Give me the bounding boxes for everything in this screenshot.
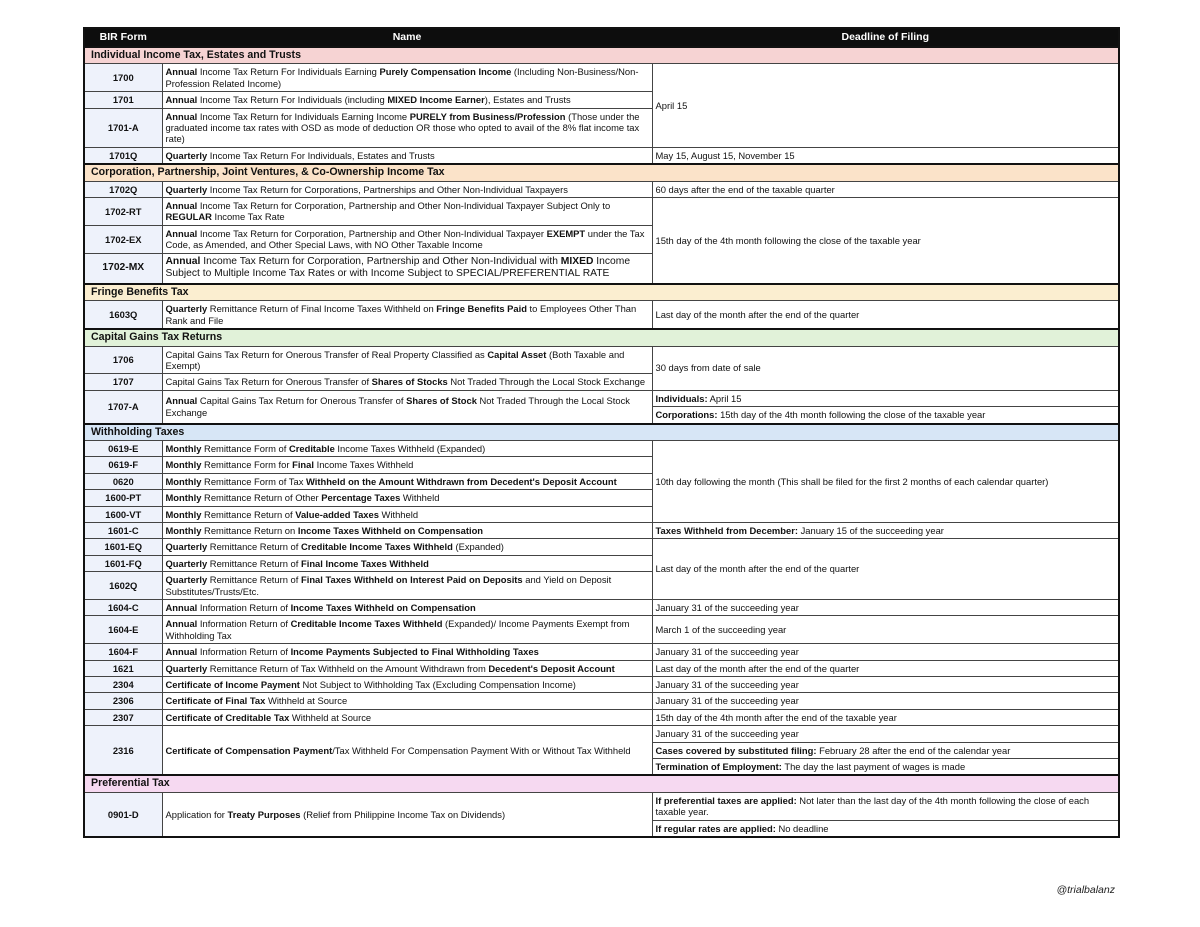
form-name bbox=[162, 522, 652, 538]
text: Income Tax Return for Corporations, Partnerships and Other Non-Individual Taxpayers bbox=[207, 183, 568, 195]
text: Income Tax Return For Individuals Earning bbox=[197, 66, 380, 78]
bold-text: REGULAR bbox=[165, 211, 212, 223]
text: Last day of the month after the end of the quarter bbox=[655, 662, 860, 674]
text: Income Tax Return for Corporation, Partnership and Other Non-Individual with bbox=[200, 255, 561, 267]
deadline bbox=[652, 742, 1119, 758]
header-name: Name bbox=[162, 28, 652, 47]
form-name bbox=[162, 147, 652, 164]
table-row bbox=[84, 726, 1119, 742]
bold-text: Cases covered by substituted filing: bbox=[655, 744, 817, 756]
form-code: 1604-C bbox=[84, 600, 162, 616]
text: Withheld bbox=[378, 508, 419, 520]
text: Not later than the last day of the 4th month following the close of each taxable year. bbox=[655, 794, 1090, 818]
form-code: 1701-A bbox=[84, 108, 162, 147]
form-name bbox=[162, 616, 652, 644]
section-title: Individual Income Tax, Estates and Trusts bbox=[84, 47, 1119, 64]
table-row bbox=[84, 539, 1119, 555]
text: to Employees Other Than Rank and File bbox=[165, 303, 637, 326]
bold-text: Certificate of Final Tax bbox=[165, 695, 266, 707]
text: (Expanded)/ Income Payments Exempt from Withholding Tax bbox=[165, 618, 630, 641]
text: Not Traded Through the Local Stock Exchange bbox=[447, 376, 646, 388]
table-row bbox=[84, 390, 1119, 406]
table-row bbox=[84, 660, 1119, 676]
bold-text: Creditable Income Taxes Withheld bbox=[290, 618, 443, 630]
form-code: 1702Q bbox=[84, 181, 162, 197]
form-code: 2307 bbox=[84, 709, 162, 725]
form-code: 1601-C bbox=[84, 522, 162, 538]
text: Remittance Return of bbox=[201, 508, 296, 520]
text: March 1 of the succeeding year bbox=[655, 624, 787, 636]
form-code: 1604-F bbox=[84, 644, 162, 660]
table-row bbox=[84, 440, 1119, 456]
deadline bbox=[652, 390, 1119, 406]
form-code: 1602Q bbox=[84, 572, 162, 600]
form-name bbox=[162, 473, 652, 489]
section-header-row bbox=[84, 47, 1119, 64]
form-code: 1604-E bbox=[84, 616, 162, 644]
form-code: 1707 bbox=[84, 374, 162, 390]
text: Withheld at Source bbox=[265, 695, 348, 707]
form-code: 0619-E bbox=[84, 440, 162, 456]
form-code: 1600-VT bbox=[84, 506, 162, 522]
form-code: 2306 bbox=[84, 693, 162, 709]
form-name bbox=[162, 92, 652, 108]
text: Remittance Return of Final Income Taxes Withheld on bbox=[207, 303, 437, 315]
text: Remittance Return on bbox=[201, 524, 298, 536]
form-code: 1600-PT bbox=[84, 490, 162, 506]
bold-text: Annual bbox=[165, 227, 198, 239]
deadline bbox=[652, 440, 1119, 522]
form-code: 0620 bbox=[84, 473, 162, 489]
bold-text: If preferential taxes are applied: bbox=[655, 794, 797, 806]
text: April 15 bbox=[655, 99, 688, 111]
deadline bbox=[652, 346, 1119, 390]
text: April 15 bbox=[707, 392, 742, 404]
bold-text: Certificate of Creditable Tax bbox=[165, 711, 290, 723]
deadline bbox=[652, 792, 1119, 820]
text: Income Tax Return For Individuals, Estates and Trusts bbox=[207, 149, 435, 161]
header-deadline: Deadline of Filing bbox=[652, 28, 1119, 47]
deadline bbox=[652, 726, 1119, 742]
deadline bbox=[652, 709, 1119, 725]
form-name bbox=[162, 490, 652, 506]
text: (Both Taxable and Exempt) bbox=[165, 348, 625, 371]
bold-text: MIXED Income Earner bbox=[387, 94, 485, 106]
form-name bbox=[162, 108, 652, 147]
text: The day the last payment of wages is made bbox=[781, 761, 966, 773]
bold-text: Income Payments Subjected to Final Withholding Taxes bbox=[290, 646, 539, 658]
form-code: 1701 bbox=[84, 92, 162, 108]
section-header-row bbox=[84, 329, 1119, 346]
form-name bbox=[162, 457, 652, 473]
form-name bbox=[162, 792, 652, 837]
deadline bbox=[652, 677, 1119, 693]
text: 30 days from date of sale bbox=[655, 362, 761, 374]
table-body bbox=[84, 47, 1119, 837]
deadline bbox=[652, 64, 1119, 147]
bold-text: Quarterly bbox=[165, 303, 208, 315]
text: January 15 of the succeeding year bbox=[797, 524, 944, 536]
bold-text: Quarterly bbox=[165, 149, 208, 161]
text: Income Tax Return for Individuals Earning Income bbox=[197, 110, 410, 122]
form-name bbox=[162, 726, 652, 776]
form-code: 1706 bbox=[84, 346, 162, 374]
form-code: 1700 bbox=[84, 64, 162, 92]
text: Income Taxes Withheld (Expanded) bbox=[334, 442, 486, 454]
bir-forms-sheet bbox=[83, 27, 1118, 838]
text: Remittance Return of Tax Withheld on the Amount Withdrawn from bbox=[207, 662, 489, 674]
form-name bbox=[162, 644, 652, 660]
text: Remittance Return of Other bbox=[201, 492, 322, 504]
bold-text: Annual bbox=[165, 255, 201, 267]
bold-text: Shares of Stock bbox=[406, 395, 477, 407]
form-code: 1601-FQ bbox=[84, 555, 162, 571]
deadline bbox=[652, 600, 1119, 616]
form-name bbox=[162, 181, 652, 197]
text: Remittance Form of Tax bbox=[201, 475, 306, 487]
form-name bbox=[162, 64, 652, 92]
text: under the Tax Code, as Amended, and Other Special Laws, with NO Other Taxable Income bbox=[165, 227, 645, 251]
form-name bbox=[162, 539, 652, 555]
text: January 31 of the succeeding year bbox=[655, 646, 799, 658]
section-title: Withholding Taxes bbox=[84, 424, 1119, 441]
text: January 31 of the succeeding year bbox=[655, 695, 799, 707]
table-row bbox=[84, 792, 1119, 820]
form-name bbox=[162, 709, 652, 725]
deadline bbox=[652, 759, 1119, 776]
bold-text: Monthly bbox=[165, 459, 202, 471]
text: 15th day of the 4th month following the close of the taxable year bbox=[717, 409, 986, 421]
watermark-handle: @trialbalanz bbox=[1056, 884, 1115, 896]
bold-text: Quarterly bbox=[165, 557, 208, 569]
text: Remittance Form for bbox=[201, 459, 293, 471]
section-title: Preferential Tax bbox=[84, 775, 1119, 792]
text: and Yield on Deposit Substitutes/Trusts/Etc. bbox=[165, 574, 612, 597]
table-row bbox=[84, 693, 1119, 709]
text: No deadline bbox=[775, 822, 829, 834]
bold-text: Creditable Income Taxes Withheld bbox=[300, 541, 453, 553]
section-title: Fringe Benefits Tax bbox=[84, 284, 1119, 301]
bold-text: Monthly bbox=[165, 508, 202, 520]
bold-text: Withheld on the Amount Withdrawn from Decedent's Deposit Account bbox=[305, 475, 617, 487]
bold-text: Termination of Employment: bbox=[655, 761, 782, 773]
form-code: 1603Q bbox=[84, 301, 162, 329]
bold-text: Annual bbox=[165, 110, 198, 122]
form-code: 1707-A bbox=[84, 390, 162, 423]
section-header-row bbox=[84, 284, 1119, 301]
form-code: 2316 bbox=[84, 726, 162, 776]
text: Remittance Form of bbox=[201, 442, 289, 454]
form-name bbox=[162, 390, 652, 423]
bold-text: Quarterly bbox=[165, 183, 208, 195]
text: (Those under the graduated income tax rates with OSD as mode of deduction OR those who opted to avail of the 8% flat income tax rate) bbox=[165, 110, 640, 145]
table-row bbox=[84, 64, 1119, 92]
bold-text: Quarterly bbox=[165, 541, 208, 553]
bold-text: Annual bbox=[165, 602, 198, 613]
form-code: 1701Q bbox=[84, 147, 162, 164]
text: Information Return of bbox=[197, 646, 291, 658]
table-row bbox=[84, 677, 1119, 693]
form-code: 1702-RT bbox=[84, 198, 162, 226]
text: Capital Gains Tax Return for Onerous Transfer of bbox=[197, 395, 407, 407]
text: Remittance Return of bbox=[207, 541, 301, 553]
table-row bbox=[84, 301, 1119, 329]
bold-text: Corporations: bbox=[655, 409, 718, 421]
bold-text: Taxes Withheld from December: bbox=[655, 524, 798, 536]
bold-text: Creditable bbox=[288, 442, 335, 454]
deadline bbox=[652, 644, 1119, 660]
text: 10th day following the month (This shall be filed for the first 2 months of each calendar quarter) bbox=[655, 475, 1049, 487]
text: Last day of the month after the end of the quarter bbox=[655, 563, 860, 575]
deadline bbox=[652, 693, 1119, 709]
form-name bbox=[162, 225, 652, 253]
bold-text: Fringe Benefits Paid bbox=[436, 303, 527, 315]
bold-text: Quarterly bbox=[165, 662, 208, 674]
bold-text: Annual bbox=[165, 646, 198, 658]
text: 15th day of the 4th month following the close of the taxable year bbox=[655, 234, 921, 246]
text: Capital Gains Tax Return for Onerous Transfer of bbox=[165, 376, 372, 388]
deadline bbox=[652, 820, 1119, 837]
form-code: 1702-MX bbox=[84, 253, 162, 284]
bold-text: Annual bbox=[165, 66, 198, 78]
table-row bbox=[84, 346, 1119, 374]
text: Remittance Return of bbox=[207, 574, 301, 586]
form-name bbox=[162, 198, 652, 226]
text: (Including Non-Business/Non-Profession Related Income) bbox=[165, 66, 639, 89]
bold-text: Individuals: bbox=[655, 392, 708, 404]
text: Income Subject to Multiple Income Tax Rates or with Income Subject to SPECIAL/PREFERENTIAL RATE bbox=[165, 255, 631, 280]
text: February 28 after the end of the calendar year bbox=[816, 744, 1011, 756]
text: ), Estates and Trusts bbox=[484, 94, 571, 106]
deadline bbox=[652, 301, 1119, 329]
text: (Relief from Philippine Income Tax on Dividends) bbox=[300, 808, 506, 820]
table-row bbox=[84, 644, 1119, 660]
bold-text: Monthly bbox=[165, 524, 202, 536]
deadline bbox=[652, 522, 1119, 538]
bold-text: Monthly bbox=[165, 442, 202, 454]
section-title: Corporation, Partnership, Joint Ventures, & Co-Ownership Income Tax bbox=[84, 164, 1119, 181]
bold-text: Annual bbox=[165, 94, 198, 106]
table-row bbox=[84, 198, 1119, 226]
text: Information Return of bbox=[197, 618, 291, 630]
bold-text: Treaty Purposes bbox=[227, 808, 301, 820]
table-row bbox=[84, 181, 1119, 197]
bold-text: Capital Asset bbox=[487, 348, 547, 360]
form-name bbox=[162, 693, 652, 709]
bold-text: MIXED bbox=[560, 255, 594, 267]
form-name bbox=[162, 677, 652, 693]
text: /Tax Withheld For Compensation Payment With or Without Tax Withheld bbox=[332, 744, 631, 756]
section-header-row bbox=[84, 424, 1119, 441]
bold-text: Annual bbox=[165, 200, 198, 212]
text: Income Tax Return For Individuals (including bbox=[197, 94, 388, 106]
section-title: Capital Gains Tax Returns bbox=[84, 329, 1119, 346]
deadline bbox=[652, 147, 1119, 164]
form-code: 2304 bbox=[84, 677, 162, 693]
header-bir-form: BIR Form bbox=[84, 28, 162, 47]
text: Income Taxes Withheld bbox=[313, 459, 414, 471]
section-header-row bbox=[84, 164, 1119, 181]
form-name bbox=[162, 660, 652, 676]
bold-text: Annual bbox=[165, 395, 198, 407]
bold-text: Purely Compensation Income bbox=[379, 66, 512, 78]
table-row bbox=[84, 147, 1119, 164]
bold-text: Percentage Taxes bbox=[321, 492, 401, 504]
text: January 31 of the succeeding year bbox=[655, 679, 799, 691]
text: May 15, August 15, November 15 bbox=[655, 149, 795, 161]
table-row bbox=[84, 616, 1119, 644]
bold-text: Income Taxes Withheld on Compensation bbox=[297, 524, 484, 536]
text: Income Tax Rate bbox=[211, 211, 285, 223]
text: Information Return of bbox=[197, 602, 291, 613]
form-name bbox=[162, 374, 652, 390]
form-name bbox=[162, 600, 652, 616]
bold-text: EXEMPT bbox=[546, 227, 586, 239]
text: Application for bbox=[165, 808, 228, 820]
form-code: 0901-D bbox=[84, 792, 162, 837]
deadline bbox=[652, 407, 1119, 424]
text: 15th day of the 4th month after the end of the taxable year bbox=[655, 711, 897, 723]
table-row bbox=[84, 709, 1119, 725]
bold-text: PURELY from Business/Profession bbox=[409, 110, 566, 122]
bold-text: Final bbox=[292, 459, 314, 471]
table-row bbox=[84, 600, 1119, 616]
text: January 31 of the succeeding year bbox=[655, 728, 799, 740]
form-name bbox=[162, 572, 652, 600]
bold-text: Income Taxes Withheld on Compensation bbox=[290, 602, 476, 613]
text: (Expanded) bbox=[452, 541, 504, 553]
form-name bbox=[162, 555, 652, 571]
bold-text: Certificate of Compensation Payment bbox=[165, 744, 333, 756]
text: 60 days after the end of the taxable quarter bbox=[655, 183, 835, 195]
text: Last day of the month after the end of the quarter bbox=[655, 308, 860, 320]
form-code: 0619-F bbox=[84, 457, 162, 473]
bold-text: Certificate of Income Payment bbox=[165, 679, 300, 691]
deadline bbox=[652, 198, 1119, 284]
bold-text: Annual bbox=[165, 618, 198, 630]
bold-text: Shares of Stocks bbox=[371, 376, 448, 388]
text: Capital Gains Tax Return for Onerous Transfer of Real Property Classified as bbox=[165, 348, 488, 360]
deadline bbox=[652, 660, 1119, 676]
text: Withheld at Source bbox=[289, 711, 372, 723]
text: January 31 of the succeeding year bbox=[655, 602, 799, 613]
form-code: 1601-EQ bbox=[84, 539, 162, 555]
text: Withheld bbox=[400, 492, 440, 504]
bold-text: Final Income Taxes Withheld bbox=[300, 557, 429, 569]
deadline bbox=[652, 616, 1119, 644]
bold-text: Quarterly bbox=[165, 574, 208, 586]
bir-forms-table bbox=[83, 27, 1120, 838]
bold-text: If regular rates are applied: bbox=[655, 822, 776, 834]
bold-text: Monthly bbox=[165, 475, 202, 487]
form-code: 1621 bbox=[84, 660, 162, 676]
section-header-row bbox=[84, 775, 1119, 792]
text: Remittance Return of bbox=[207, 557, 301, 569]
deadline bbox=[652, 181, 1119, 197]
text: Income Tax Return for Corporation, Partnership and Other Non-Individual Taxpayer bbox=[197, 227, 547, 239]
bold-text: Decedent's Deposit Account bbox=[488, 662, 615, 674]
form-name bbox=[162, 253, 652, 284]
text: Not Traded Through the Local Stock Exchange bbox=[165, 395, 630, 418]
text: Not Subject to Withholding Tax (Excluding Compensation Income) bbox=[299, 679, 576, 691]
form-code: 1702-EX bbox=[84, 225, 162, 253]
text: Income Tax Return for Corporation, Partnership and Other Non-Individual Taxpayer Subject Only to bbox=[197, 200, 611, 212]
bold-text: Final Taxes Withheld on Interest Paid on Deposits bbox=[300, 574, 523, 586]
form-name bbox=[162, 346, 652, 374]
table-header-row bbox=[84, 28, 1119, 47]
deadline bbox=[652, 539, 1119, 600]
form-name bbox=[162, 301, 652, 329]
bold-text: Value-added Taxes bbox=[295, 508, 379, 520]
form-name bbox=[162, 506, 652, 522]
form-name bbox=[162, 440, 652, 456]
bold-text: Monthly bbox=[165, 492, 202, 504]
